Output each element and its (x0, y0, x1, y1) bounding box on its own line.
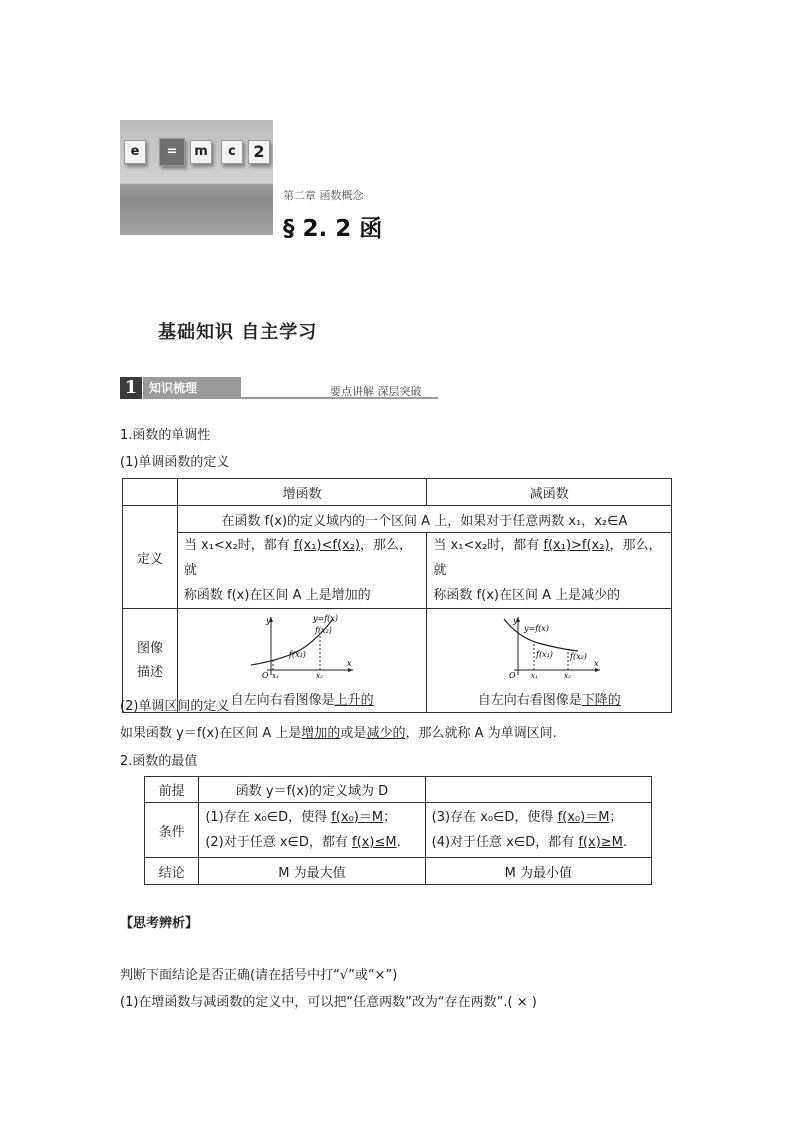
c1-end: ； (383, 810, 397, 825)
s2-title: 2.函数的最值 (120, 754, 198, 769)
head-decreasing: 减函数 (427, 479, 672, 506)
c4-answer: f(x)≥M (578, 835, 623, 850)
c4-text: (4)对于任意 x∈D，都有 (431, 835, 579, 850)
increasing-graph (247, 613, 357, 679)
dec-def-text-c: 称函数 f(x)在区间 A 上是减少的 (433, 588, 621, 603)
condition-max (199, 803, 425, 858)
cube-e: e (124, 140, 146, 164)
img-label-line2: 描述 (136, 664, 163, 680)
inc-desc-text: 自左向右看图像是 (230, 693, 335, 708)
c3-end: ； (609, 810, 623, 825)
think-question: 判断下面结论是否正确(请在括号中打“√”或“×”) (120, 968, 398, 983)
extremum-table (144, 776, 652, 885)
fx1-label: f(x₁) (536, 650, 554, 659)
decreasing-graph (494, 613, 604, 679)
c2-end: . (396, 835, 401, 850)
x2-label: x₂ (564, 672, 571, 679)
banner-label: 知识梳理 (143, 377, 241, 399)
axis-x-label: x (347, 659, 352, 668)
row-label-conclusion: 结论 (145, 858, 199, 885)
definition-increasing (177, 533, 427, 609)
section-title: § 2. 2 函 (283, 216, 383, 242)
inc-def-text-a: 当 x₁<x₂时，都有 (183, 538, 294, 553)
img-label-line1: 图像 (136, 640, 163, 656)
x1-label: x₁ (531, 672, 538, 679)
curve-label: y=f(x) (524, 624, 550, 633)
origin-label: O (262, 671, 269, 679)
inc-def-condition: f(x₁)<f(x₂) (293, 538, 361, 553)
c3-text: (3)存在 x₀∈D，使得 (431, 810, 558, 825)
axis-y-label: y (266, 616, 271, 625)
s1-sub2-text (120, 722, 557, 741)
axis-x-label: x (594, 659, 599, 668)
c2-text: (2)对于任意 x∈D，都有 (205, 835, 353, 850)
curve-label: y=f(x) (313, 614, 339, 623)
dec-def-text-b: ，那么，就 (433, 538, 662, 578)
c1-answer: f(x₀)＝M (331, 810, 384, 825)
inc-desc-answer: 上升的 (334, 693, 374, 708)
cube-equals: = (159, 138, 185, 166)
think-title: 【思考辨析】 (120, 916, 199, 931)
s1-sub2: (2)单调区间的定义 (120, 699, 230, 714)
premise-text: 函数 y＝f(x)的定义域为 D (199, 777, 425, 803)
dec-desc-answer: 下降的 (581, 693, 621, 708)
s1-title: 1.函数的单调性 (120, 428, 211, 443)
chapter-cover-image (120, 120, 273, 235)
definition-common: 在函数 f(x)的定义域内的一个区间 A 上，如果对于任意两数 x₁，x₂∈A (177, 506, 671, 533)
row-label-premise: 前提 (145, 777, 199, 803)
sub2-text-b: 或是 (340, 726, 367, 741)
banner-number: 1 (120, 377, 142, 399)
dec-description (433, 689, 665, 708)
dec-desc-text: 自左向右看图像是 (477, 693, 582, 708)
fx1-label: f(x₁) (289, 650, 307, 659)
premise-empty (425, 777, 651, 803)
knowledge-banner (120, 377, 438, 401)
conclusion-min: M 为最小值 (425, 858, 651, 885)
inc-def-text-c: 称函数 f(x)在区间 A 上是增加的 (183, 588, 371, 603)
monotonic-definition-table (122, 478, 672, 713)
image-decreasing (427, 609, 672, 713)
x1-label: x₁ (272, 672, 279, 679)
sub2-text-c: ，那么就称 A 为单调区间. (405, 726, 557, 741)
sub2-text-a: 如果函数 y＝f(x)在区间 A 上是 (120, 726, 302, 741)
cube-2: 2 (248, 140, 270, 164)
cube-m: m (190, 140, 212, 164)
section-heading: 基础知识 自主学习 (158, 322, 318, 343)
chapter-label: 第二章 函数概念 (283, 189, 364, 202)
definition-decreasing (427, 533, 672, 609)
c3-answer: f(x₀)＝M (557, 810, 610, 825)
c4-end: . (622, 835, 628, 850)
fx2-label: f(x₂) (570, 652, 588, 661)
s1-sub1: (1)单调函数的定义 (120, 455, 230, 470)
conclusion-max: M 为最大值 (199, 858, 425, 885)
table-corner (123, 479, 178, 506)
inc-def-text-b: ，那么，就 (183, 538, 413, 578)
x2-label: x₂ (316, 672, 323, 679)
sub2-answer-2: 减少的 (366, 726, 406, 741)
head-increasing: 增函数 (177, 479, 427, 506)
c2-answer: f(x)≤M (352, 835, 397, 850)
fx2-label: f(x₂) (315, 626, 333, 635)
dec-def-condition: f(x₁)>f(x₂) (543, 538, 610, 553)
think-item-1: (1)在增函数与减函数的定义中，可以把“任意两数”改为“存在两数”.( × ) (120, 995, 537, 1010)
sub2-answer-1: 增加的 (301, 726, 341, 741)
row-label-definition: 定义 (123, 506, 178, 609)
dec-def-text-a: 当 x₁<x₂时，都有 (433, 538, 544, 553)
cube-c: c (221, 140, 243, 164)
banner-subtitle: 要点讲解 深层突破 (330, 385, 422, 398)
origin-label: O (509, 671, 516, 679)
row-label-condition: 条件 (145, 803, 199, 858)
axis-y-label: y (513, 616, 518, 625)
c1-text: (1)存在 x₀∈D，使得 (205, 810, 332, 825)
condition-min (425, 803, 651, 858)
